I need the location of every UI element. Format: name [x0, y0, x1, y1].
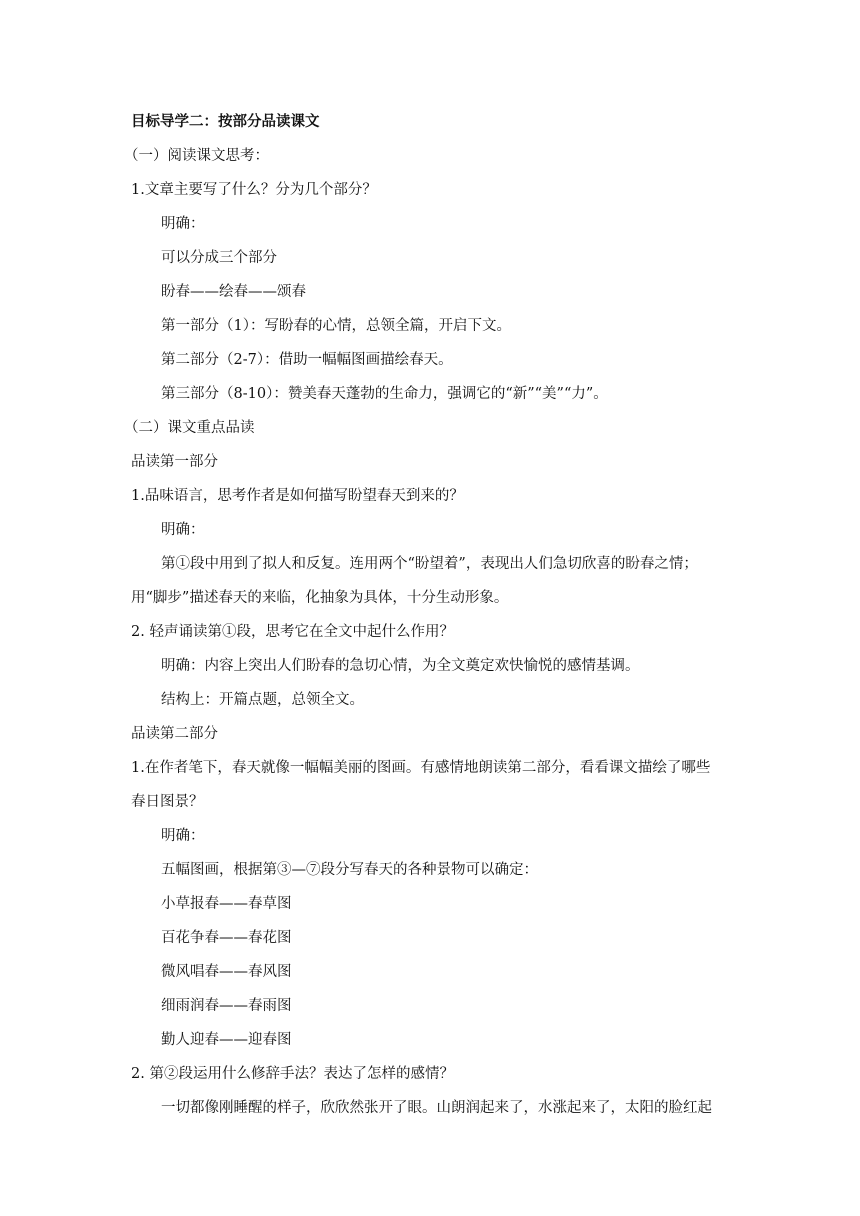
question: 春日图景？	[131, 794, 204, 810]
list-item: 勤人迎春——迎春图	[161, 1032, 292, 1048]
answer-text: 用“脚步”描述春天的来临，化抽象为具体，十分生动形象。	[131, 590, 509, 606]
answer-text: 第二部分（2-7）：借助一幅幅图画描绘春天。	[161, 352, 453, 368]
answer-text: 结构上：开篇点题，总领全文。	[161, 692, 364, 708]
question: 2. 轻声诵读第①段，思考它在全文中起什么作用？	[131, 624, 454, 640]
list-item: 百花争春——春花图	[161, 930, 292, 946]
answer-text: 第三部分（8-10）：赞美春天蓬勃的生命力，强调它的“新”“美”“力”。	[161, 386, 608, 402]
answer-label: 明确：	[161, 522, 205, 538]
list-item: 细雨润春——春雨图	[161, 998, 292, 1014]
answer-text: 第一部分（1）：写盼春的心情，总领全篇，开启下文。	[161, 318, 511, 334]
list-item: 小草报春——春草图	[161, 896, 292, 912]
question: 1.品味语言，思考作者是如何描写盼望春天到来的？	[131, 488, 464, 504]
answer-text: 可以分成三个部分	[161, 250, 277, 266]
section-heading: 目标导学二：按部分品读课文	[131, 114, 320, 130]
answer-text: 五幅图画，根据第③—⑦段分写春天的各种景物可以确定：	[161, 862, 538, 878]
answer-label: 明确：	[161, 828, 205, 844]
answer-text: 明确：内容上突出人们盼春的急切心情，为全文奠定欢快愉悦的感情基调。	[161, 658, 640, 674]
answer-text: 第①段中用到了拟人和反复。连用两个“盼望着”，表现出人们急切欣喜的盼春之情；	[161, 556, 698, 572]
list-item: 微风唱春——春风图	[161, 964, 292, 980]
subsection-heading: （一）阅读课文思考：	[124, 148, 269, 164]
question: 1.文章主要写了什么？分为几个部分？	[131, 182, 377, 198]
quoted-text: 一切都像刚睡醒的样子，欣欣然张开了眼。山朗润起来了，水涨起来了，太阳的脸红起	[161, 1100, 712, 1116]
part-heading: 品读第二部分	[131, 726, 218, 742]
part-heading: 品读第一部分	[131, 454, 218, 470]
question: 1.在作者笔下，春天就像一幅幅美丽的图画。有感情地朗读第二部分，看看课文描绘了哪些	[131, 760, 711, 776]
question: 2. 第②段运用什么修辞手法？表达了怎样的感情？	[131, 1066, 454, 1082]
answer-label: 明确：	[161, 216, 205, 232]
subsection-heading: （二）课文重点品读	[124, 420, 255, 436]
answer-text: 盼春——绘春——颂春	[161, 284, 306, 300]
